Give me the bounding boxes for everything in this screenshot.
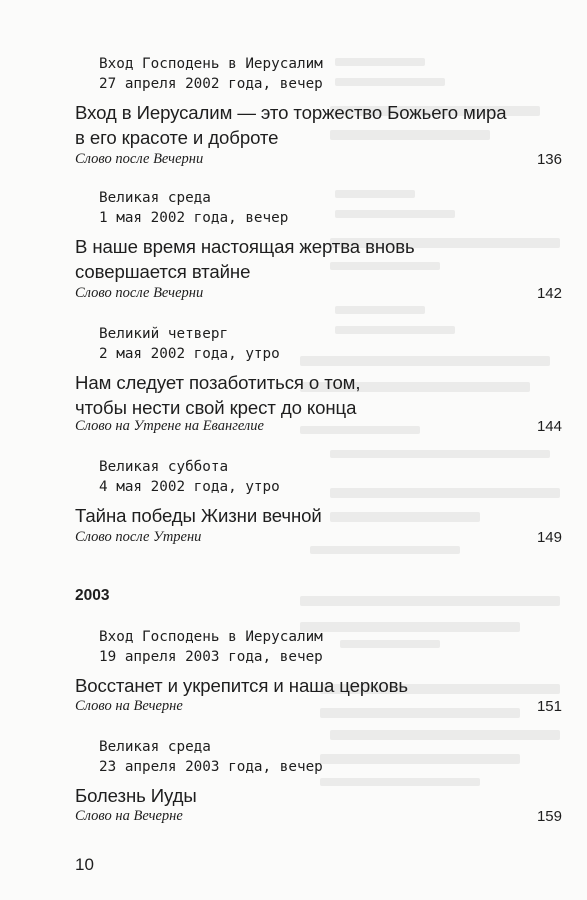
entry-subtitle: Слово на Вечерне — [75, 698, 183, 714]
entry-title-line: Восстанет и укрепится и наша церковь — [75, 675, 408, 696]
service-date: 1 мая 2002 года, вечер — [99, 210, 289, 226]
feast-name: Великая среда — [99, 739, 211, 755]
page-number: 159 — [536, 808, 562, 825]
entry-title-line: Нам следует позаботиться о том, — [75, 372, 361, 393]
feast-name: Великий четверг — [99, 326, 229, 342]
page-number: 136 — [536, 151, 562, 168]
entry-title — [75, 673, 408, 698]
entry-subtitle: Слово на Утрене на Евангелие — [75, 418, 264, 434]
year-heading: 2003 — [75, 587, 110, 604]
service-date: 19 апреля 2003 года, вечер — [99, 649, 323, 665]
entry-date-block — [99, 54, 323, 94]
entry-subtitle: Слово на Вечерне — [75, 808, 183, 824]
service-date: 23 апреля 2003 года, вечер — [99, 759, 323, 775]
entry-date-block — [99, 627, 323, 667]
entry-title — [75, 783, 197, 808]
page-number: 144 — [536, 418, 562, 435]
feast-name: Великая среда — [99, 190, 211, 206]
entry-date-block — [99, 188, 288, 228]
entry-title — [75, 234, 415, 284]
entry-date-block — [99, 457, 280, 497]
service-date: 27 апреля 2002 года, вечер — [99, 76, 323, 92]
entry-title-line: Тайна победы Жизни вечной — [75, 505, 322, 526]
entry-title-line: в его красоте и доброте — [75, 127, 279, 148]
entry-date-block — [99, 737, 323, 777]
entry-title — [75, 370, 360, 420]
page-number: 151 — [536, 698, 562, 715]
entry-title-line: чтобы нести свой крест до конца — [75, 397, 357, 418]
entry-title-line: В наше время настоящая жертва вновь — [75, 236, 415, 257]
entry-subtitle: Слово после Вечерни — [75, 285, 204, 301]
entry-title-line: Болезнь Иуды — [75, 785, 197, 806]
folio-page-number: 10 — [75, 855, 94, 874]
entry-title — [75, 503, 322, 528]
feast-name: Вход Господень в Иерусалим — [99, 56, 323, 72]
feast-name: Вход Господень в Иерусалим — [99, 629, 323, 645]
entry-subtitle: Слово после Вечерни — [75, 151, 204, 167]
page-number: 142 — [536, 285, 562, 302]
page-number: 149 — [536, 529, 562, 546]
service-date: 2 мая 2002 года, утро — [99, 346, 280, 362]
entry-title-line: Вход в Иерусалим — это торжество Божьего мира — [75, 102, 507, 123]
entry-subtitle: Слово после Утрени — [75, 529, 202, 545]
entry-title — [75, 100, 506, 150]
feast-name: Великая суббота — [99, 459, 229, 475]
service-date: 4 мая 2002 года, утро — [99, 479, 280, 495]
entry-title-line: совершается втайне — [75, 261, 251, 282]
entry-date-block — [99, 324, 280, 364]
